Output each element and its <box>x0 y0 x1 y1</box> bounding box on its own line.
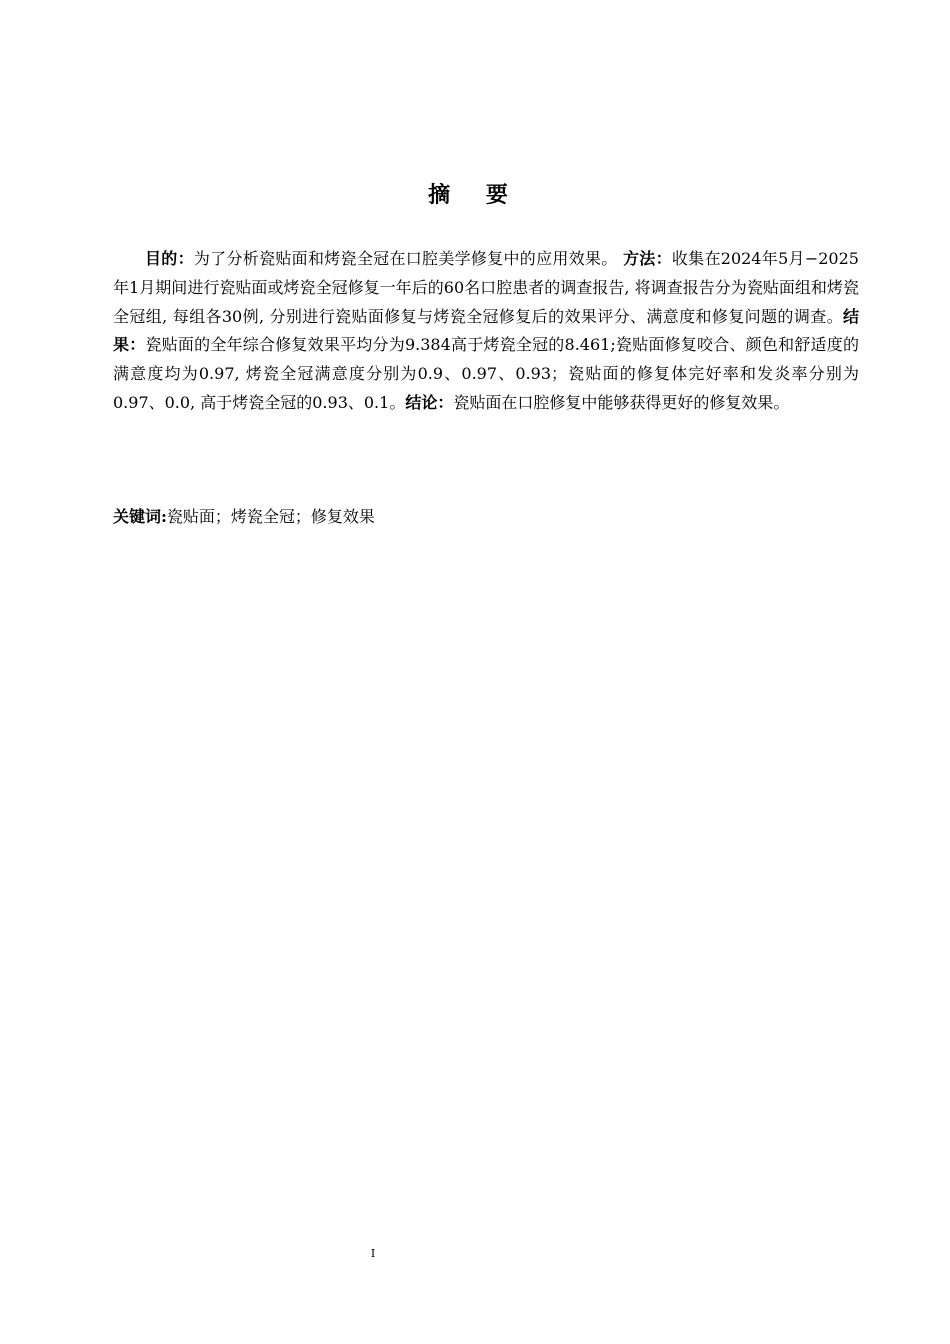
method-label: 方法： <box>622 249 672 268</box>
result-label: 结果： <box>113 306 859 355</box>
result-text: 瓷贴面的全年综合修复效果平均分为9.384高于烤瓷全冠的8.461;瓷贴面修复咬合、颜色和舒适度的满意度均为0.97, 烤瓷全冠满意度分别为0.9、0.97、0.93；瓷贴面的修复体完好率和发炎率分别为0.97、0.0, 高于烤瓷全冠的0.93、0.1。 <box>113 335 859 412</box>
method-text: 收集在2024年5月−2025年1月期间进行瓷贴面或烤瓷全冠修复一年后的60名口腔患者的调查报告, 将调查报告分为瓷贴面组和烤瓷全冠组, 每组各30例, 分别进行瓷贴面修复与烤瓷全冠修复后的效果评分、满意度和修复问题的调查。 <box>113 249 859 326</box>
conclusion-text: 瓷贴面在口腔修复中能够获得更好的修复效果。 <box>453 392 790 412</box>
conclusion-label: 结论： <box>405 392 454 412</box>
keywords-label: 关键词: <box>113 507 167 526</box>
page-number: I <box>370 1247 376 1260</box>
abstract-paragraph <box>113 245 859 418</box>
keywords-line <box>113 503 859 531</box>
purpose-text: 为了分析瓷贴面和烤瓷全冠在口腔美学修复中的应用效果。 <box>193 249 618 268</box>
purpose-label: 目的： <box>145 249 194 268</box>
abstract-heading: 摘 要 <box>428 182 522 208</box>
keywords-text: 瓷贴面；烤瓷全冠；修复效果 <box>166 507 375 526</box>
